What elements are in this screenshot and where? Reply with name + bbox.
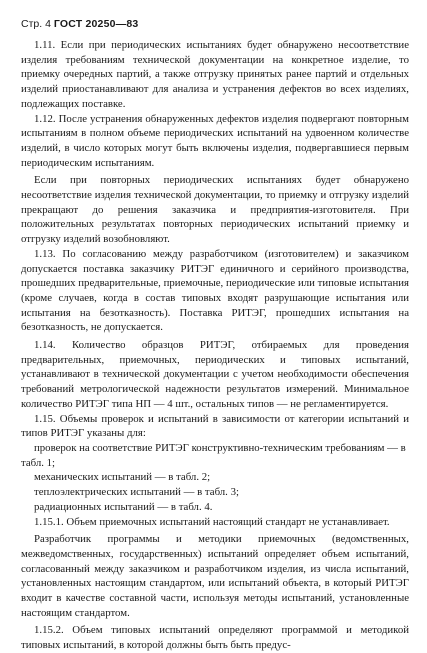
page-number: Стр. 4	[21, 18, 51, 30]
paragraph-1-11: 1.11. Если при периодических испытаниях будет обнаружено несоответствие изделия требованиям технической документации на конкретное изделие, то приемку очередных партий, а также отгрузку принятых ранее партий и отдельных изделий приостанавливают для анализа и устранения дефектов во всех изделиях, подлежащих поставке.	[21, 39, 409, 110]
list-item: механических испытаний — в табл. 2;	[34, 471, 211, 484]
list-item: теплоэлектрических испытаний — в табл. 3;	[34, 486, 239, 499]
paragraph-1-12: 1.12. После устранения обнаруженных дефектов изделия подвергают повторным испытаниям в полном объеме периодических испытаний на удвоенном количестве изделий, в число которых могут быть включены изделия, подвергавшиеся первым периодическим испытаниям.	[21, 112, 409, 169]
paragraph-program-developer: Разработчик программы и методики приемочных (ведомственных, межведомственных, государственных) испытаний определяет объем испытаний, согласованный между заказчиком и разработчиком изделия, из числа испытаний, установленных настоящим стандартом, или испытаний объекта, в который РИТЭГ входит в качестве составной части, используя методы испытаний, установленные настоящим стандартом.	[21, 533, 409, 619]
paragraph-1-15-1: 1.15.1. Объем приемочных испытаний настоящий стандарт не устанавливает.	[34, 515, 390, 528]
document-body	[21, 38, 409, 653]
standard-designation: ГОСТ 20250—83	[53, 18, 139, 30]
paragraph-1-15-2: 1.15.2. Объем типовых испытаний определяют программой и методикой типовых испытаний, в которой должны быть быть предус-	[21, 624, 409, 652]
paragraph-repeat-tests: Если при повторных периодических испытаниях будет обнаружено несоответствие изделия технической документации, то приемку и отгрузку изделий прекращают до решения заказчика и предприятия-изготовителя. При положительных результатах повторных периодических испытаний приемку и отгрузку изделий возобновляют.	[21, 174, 409, 246]
list-item: проверок на соответствие РИТЭГ конструктивно-техническим требованиям — в табл. 1;	[21, 441, 406, 469]
paragraph-1-13: 1.13. По согласованию между разработчиком (изготовителем) и заказчиком допускается поставка заказчику РИТЭГ единичного и серийного производства, прошедших предварительные, приемочные, периодические или типовые испытания (кроме случаев, когда в состав типовых входят разрушающие испытания или испытания на безотказность). Поставка РИТЭГ, прошедших испытания на безотказность, не допускается.	[21, 247, 409, 334]
paragraph-1-14: 1.14. Количество образцов РИТЭГ, отбираемых для проведения предварительных, приемочных, периодических и типовых испытаний, устанавливают в технической документации с учетом необходимости обеспечения требований метрологической надежности результатов измерений. Минимальное количество РИТЭГ типа НП — 4 шт., остальных типов — не регламентируется.	[21, 339, 409, 410]
page-header	[21, 18, 138, 30]
list-item: радиационных испытаний — в табл. 4.	[34, 500, 213, 513]
paragraph-1-15: 1.15. Объемы проверок и испытаний в зависимости от категории испытаний и типов РИТЭГ указаны для:	[21, 412, 409, 440]
